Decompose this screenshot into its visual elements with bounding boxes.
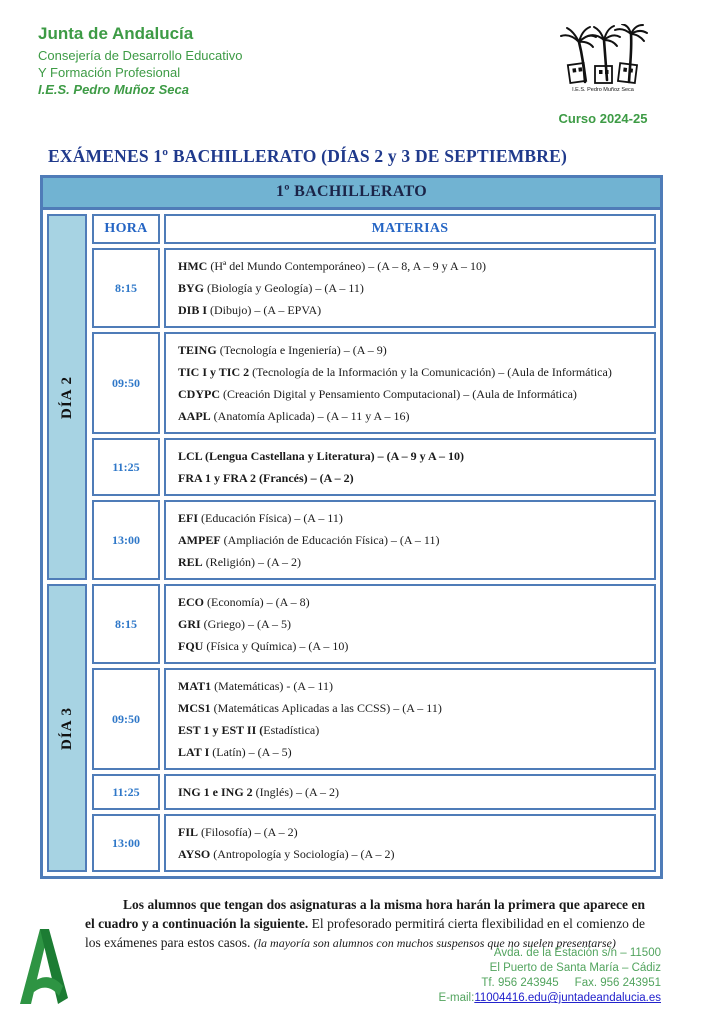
subject-detail: (Economía) – (A – 8) [204, 595, 310, 609]
materias-cell [164, 438, 656, 496]
subject-code: EST 1 y EST II ( [178, 723, 264, 737]
table-band: 1º BACHILLERATO [43, 178, 660, 210]
subject-code: FIL [178, 825, 199, 839]
subject-line [178, 467, 642, 489]
subject-code: ING 1 e ING 2 [178, 785, 253, 799]
subject-code: AYSO [178, 847, 211, 861]
subject-line [178, 821, 642, 843]
subject-line [178, 529, 642, 551]
materias-cell [164, 584, 656, 664]
subject-detail: (Biología y Geología) – (A – 11) [204, 281, 364, 295]
subject-detail: (Física y Química) – (A – 10) [203, 639, 349, 653]
school-logo-block [543, 24, 663, 126]
table-days [43, 210, 660, 876]
time-cell: 8:15 [92, 248, 160, 328]
time-cell: 8:15 [92, 584, 160, 664]
subject-detail: (Creación Digital y Pensamiento Computacional) – (Aula de Informática) [220, 387, 577, 401]
header [0, 0, 703, 126]
subject-line [178, 719, 642, 741]
subject-line [178, 383, 642, 405]
subject-line [178, 445, 642, 467]
materias-cell [164, 500, 656, 580]
exam-row [92, 584, 656, 664]
subject-code: AAPL [178, 409, 211, 423]
exam-row [92, 774, 656, 810]
subject-line [178, 675, 642, 697]
subject-line [178, 697, 642, 719]
email-label: E-mail: [438, 992, 475, 1004]
subject-detail: (Latín) – (A – 5) [209, 745, 292, 759]
exam-row [92, 438, 656, 496]
subject-line [178, 277, 642, 299]
day-label: DÍA 2 [58, 375, 75, 419]
subject-detail: (Dibujo) – (A – EPVA) [207, 303, 322, 317]
subject-line [178, 339, 642, 361]
subject-code: ECO [178, 595, 205, 609]
email-link[interactable]: 11004416.edu@juntadeandalucia.es [474, 992, 661, 1004]
subject-code: MCS1 [178, 701, 211, 715]
address-line-2: El Puerto de Santa María – Cádiz [489, 962, 661, 974]
school-name: I.E.S. Pedro Muñoz Seca [38, 82, 189, 97]
subject-line [178, 781, 642, 803]
subject-detail: (Matemáticas) - (A – 11) [211, 679, 333, 693]
subject-detail: (Tecnología e Ingeniería) – (A – 9) [216, 343, 387, 357]
subject-code: CDYPC [178, 387, 220, 401]
subject-code: BYG [178, 281, 205, 295]
palm-trees-logo-icon [557, 24, 649, 94]
materias-cell [164, 668, 656, 770]
subject-line [178, 551, 642, 573]
exam-row [92, 668, 656, 770]
subject-detail: Estadística) [263, 723, 320, 737]
subject-code: GRI [178, 617, 201, 631]
subject-detail: (Ampliación de Educación Física) – (A – 11) [220, 533, 440, 547]
subject-detail: (Tecnología de la Información y la Comunicación) – (Aula de Informática) [249, 365, 612, 379]
day-rows [92, 214, 656, 580]
footer [0, 919, 703, 1024]
phone-fax-line: Tf. 956 243945 Fax. 956 243951 [481, 977, 661, 989]
column-header-row [92, 214, 656, 244]
subject-code: REL [178, 555, 203, 569]
subject-detail: (Hª del Mundo Contemporáneo) – (A – 8, A – 9 y A – 10) [207, 259, 486, 273]
page-title: EXÁMENES 1º BACHILLERATO (DÍAS 2 y 3 DE SEPTIEMBRE) [48, 146, 568, 166]
day-section [47, 584, 656, 872]
subject-detail: (Religión) – (A – 2) [202, 555, 302, 569]
day-section [47, 214, 656, 580]
subject-detail: (Inglés) – (A – 2) [252, 785, 339, 799]
email-line [439, 991, 661, 1006]
column-header-hora: HORA [92, 214, 160, 244]
subject-line [178, 591, 642, 613]
time-cell: 13:00 [92, 500, 160, 580]
note-bold-text: Los alumnos que tengan dos asignaturas a la misma hora harán la primera que aparece en el cuadro y a continuación la siguiente. [85, 897, 645, 931]
subject-line [178, 255, 642, 277]
dept-line1: Consejería de Desarrollo Educativo [38, 48, 243, 63]
subject-code: TEING [178, 343, 217, 357]
time-cell: 09:50 [92, 332, 160, 434]
exam-row [92, 814, 656, 872]
subject-line [178, 299, 642, 321]
note-normal-text: El profesorado permitirá cierta flexibilidad en el comienzo de los exámenes para estos casos. [85, 916, 646, 950]
subject-code: AMPEF [178, 533, 221, 547]
subject-line [178, 361, 642, 383]
subject-detail: (Anatomía Aplicada) – (A – 11 y A – 16) [210, 409, 410, 423]
subject-detail: (Filosofía) – (A – 2) [198, 825, 298, 839]
exam-table [40, 175, 663, 879]
exam-row [92, 500, 656, 580]
column-header-materias: MATERIAS [164, 214, 656, 244]
address-block [439, 946, 661, 1006]
address-line-1: Avda. de la Estación s/n – 11500 [493, 947, 661, 959]
day-label-strip [47, 584, 87, 872]
school-logo-caption: I.E.S. Pedro Muñoz Seca [572, 87, 634, 93]
org-block [38, 24, 243, 126]
day-label-strip [47, 214, 87, 580]
day-label: DÍA 3 [58, 706, 75, 750]
org-name: Junta de Andalucía [38, 24, 194, 43]
note-italic-text: (la mayoría son alumnos con muchos suspensos que no suelen presentarse) [253, 936, 616, 950]
time-cell: 13:00 [92, 814, 160, 872]
subject-code: DIB I [178, 303, 208, 317]
subject-code: EFI [178, 511, 199, 525]
subject-detail: (Matemáticas Aplicadas a las CCSS) – (A – 11) [210, 701, 442, 715]
subject-code: MAT1 [178, 679, 212, 693]
dept-line2: Y Formación Profesional [38, 65, 181, 80]
subject-detail: (Educación Física) – (A – 11) [198, 511, 343, 525]
time-cell: 11:25 [92, 438, 160, 496]
subject-line [178, 843, 642, 865]
time-cell: 11:25 [92, 774, 160, 810]
subject-line [178, 741, 642, 763]
materias-cell [164, 814, 656, 872]
subject-detail: (Griego) – (A – 5) [200, 617, 291, 631]
subject-line [178, 613, 642, 635]
subject-code: LAT I [178, 745, 210, 759]
course-label: Curso 2024-25 [558, 111, 648, 126]
time-cell: 09:50 [92, 668, 160, 770]
materias-cell [164, 332, 656, 434]
subject-code: LCL (Lengua Castellana y Literatura) – (A – 9 y A – 10) [178, 449, 465, 463]
day-rows [92, 584, 656, 872]
subject-code: TIC I y TIC 2 [178, 365, 250, 379]
subject-line [178, 507, 642, 529]
subject-line [178, 405, 642, 427]
subject-code: HMC [178, 259, 208, 273]
materias-cell [164, 248, 656, 328]
subject-code: FQU [178, 639, 204, 653]
exam-row [92, 248, 656, 328]
subject-detail: (Antropología y Sociología) – (A – 2) [210, 847, 395, 861]
materias-cell [164, 774, 656, 810]
subject-line [178, 635, 642, 657]
subject-code: FRA 1 y FRA 2 (Francés) – (A – 2) [178, 471, 354, 485]
junta-andalucia-logo-icon [18, 926, 70, 1006]
exam-row [92, 332, 656, 434]
